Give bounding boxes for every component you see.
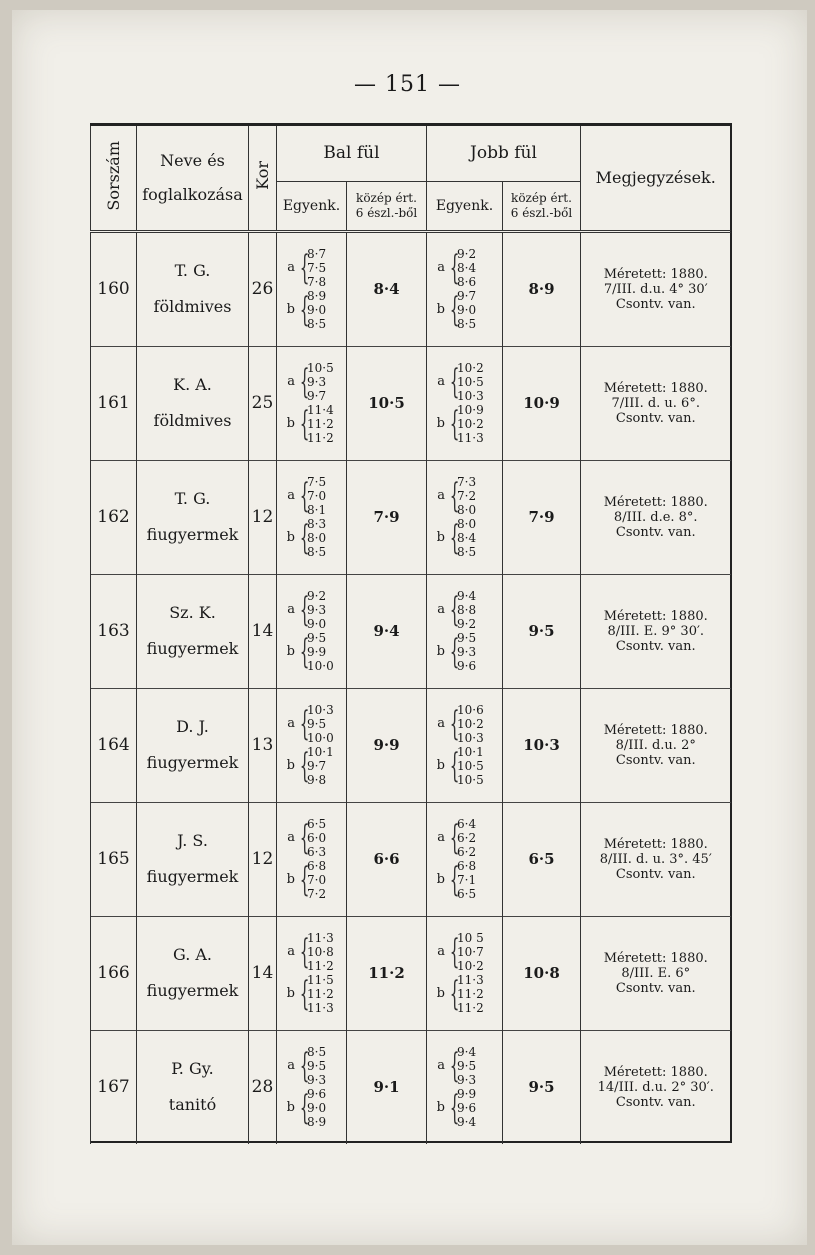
left-average: 9·1 bbox=[347, 1030, 427, 1144]
page-number: — 151 — bbox=[354, 72, 461, 97]
measurement-value: 6·3 bbox=[307, 845, 327, 859]
measurement-value: 9·5 bbox=[307, 1059, 327, 1073]
person-initials: P. Gy. bbox=[171, 1059, 214, 1078]
brace: { bbox=[299, 704, 310, 744]
person-age: 12 bbox=[249, 460, 277, 574]
measurement-value: 11·2 bbox=[457, 987, 484, 1001]
measurement-value: 11·3 bbox=[307, 1001, 334, 1015]
measurement-value: 8·0 bbox=[307, 531, 327, 545]
group-label: b bbox=[436, 1100, 445, 1115]
person-occupation: fiugyermek bbox=[146, 981, 239, 1000]
measurement-value: 7·3 bbox=[457, 475, 477, 489]
right-average: 8·9 bbox=[503, 231, 581, 346]
group-label: a bbox=[437, 260, 445, 275]
left-measurements bbox=[277, 1030, 347, 1144]
right-average: 6·5 bbox=[503, 802, 581, 916]
remark-measured: Méretett: 1880. bbox=[603, 608, 708, 624]
measurement-value: 9·8 bbox=[307, 773, 327, 787]
measurement-value: 6·5 bbox=[307, 817, 327, 831]
brace: { bbox=[449, 818, 460, 858]
measurement-value: 10·3 bbox=[457, 389, 484, 403]
row-number: 165 bbox=[91, 802, 137, 916]
measurement-value: 11·3 bbox=[457, 973, 484, 987]
person-initials: K. A. bbox=[173, 375, 212, 394]
brace: { bbox=[449, 518, 460, 558]
group-label: a bbox=[287, 944, 295, 959]
left-measurements bbox=[277, 574, 347, 688]
measurement-value: 6·2 bbox=[457, 831, 477, 845]
left-measurements bbox=[277, 460, 347, 574]
brace: { bbox=[299, 746, 310, 786]
remark-measured: Méretett: 1880. bbox=[603, 836, 708, 852]
brace: { bbox=[299, 248, 310, 288]
remarks bbox=[581, 1030, 731, 1144]
measurement-value: 11·2 bbox=[307, 959, 334, 973]
measurement-value: 8·4 bbox=[457, 531, 477, 545]
group-label: a bbox=[287, 716, 295, 731]
right-measurements bbox=[427, 460, 503, 574]
person-initials: D. J. bbox=[176, 717, 209, 736]
group-label: a bbox=[437, 716, 445, 731]
person-occupation: fiugyermek bbox=[146, 639, 239, 658]
right-average: 9·5 bbox=[503, 574, 581, 688]
measurement-value: 11·2 bbox=[307, 417, 334, 431]
person-age: 25 bbox=[249, 346, 277, 460]
person-cell bbox=[137, 688, 249, 802]
person-cell bbox=[137, 916, 249, 1030]
brace: { bbox=[449, 362, 460, 402]
remark-bone: Csontv. van. bbox=[615, 638, 696, 654]
measurement-value: 9·7 bbox=[307, 389, 327, 403]
measurement-value: 9·3 bbox=[457, 645, 477, 659]
group-label: b bbox=[436, 302, 445, 317]
header-bal-ful: Bal fül bbox=[277, 126, 427, 181]
remark-measured: Méretett: 1880. bbox=[603, 266, 708, 282]
measurement-value: 10·1 bbox=[307, 745, 334, 759]
brace: { bbox=[299, 518, 310, 558]
group-label: a bbox=[287, 602, 295, 617]
person-cell bbox=[137, 802, 249, 916]
person-cell bbox=[137, 231, 249, 346]
measurement-value: 6·4 bbox=[457, 817, 477, 831]
remark-measured: Méretett: 1880. bbox=[603, 380, 708, 396]
remarks bbox=[581, 802, 731, 916]
brace: { bbox=[449, 476, 460, 516]
measurement-value: 9·5 bbox=[457, 631, 477, 645]
brace: { bbox=[449, 248, 460, 288]
remark-measured: Méretett: 1880. bbox=[603, 950, 708, 966]
row-number: 163 bbox=[91, 574, 137, 688]
measurement-value: 9·6 bbox=[457, 659, 477, 673]
measurement-value: 7·5 bbox=[307, 261, 327, 275]
measurement-value: 9·2 bbox=[457, 247, 477, 261]
person-initials: G. A. bbox=[172, 945, 213, 964]
measurement-value: 9·0 bbox=[307, 303, 327, 317]
measurement-value: 10·3 bbox=[307, 703, 334, 717]
row-number: 166 bbox=[91, 916, 137, 1030]
left-measurements bbox=[277, 231, 347, 346]
measurement-value: 7·5 bbox=[307, 475, 327, 489]
remark-measured: Méretett: 1880. bbox=[603, 722, 708, 738]
measurement-value: 9·2 bbox=[307, 589, 327, 603]
measurement-value: 11·2 bbox=[307, 987, 334, 1001]
measurement-value: 9·7 bbox=[457, 289, 477, 303]
header-megjegyzesek: Megjegyzések. bbox=[581, 126, 731, 231]
left-average: 6·6 bbox=[347, 802, 427, 916]
person-initials: J. S. bbox=[177, 831, 208, 850]
measurement-value: 9·7 bbox=[307, 759, 327, 773]
measurement-value: 9·3 bbox=[307, 603, 327, 617]
group-label: b bbox=[286, 986, 295, 1001]
header-bal-egyenk: Egyenk. bbox=[277, 181, 347, 231]
person-occupation: földmives bbox=[153, 411, 232, 430]
measurement-value: 6·8 bbox=[457, 859, 477, 873]
measurement-value: 10·5 bbox=[307, 361, 334, 375]
person-cell bbox=[137, 346, 249, 460]
remark-bone: Csontv. van. bbox=[615, 410, 696, 426]
measurement-value: 8·1 bbox=[307, 503, 327, 517]
group-label: a bbox=[287, 1058, 295, 1073]
group-label: b bbox=[436, 758, 445, 773]
brace: { bbox=[299, 632, 310, 672]
group-label: b bbox=[436, 986, 445, 1001]
left-measurements bbox=[277, 346, 347, 460]
left-measurements bbox=[277, 688, 347, 802]
table-row bbox=[91, 1030, 731, 1144]
group-label: b bbox=[286, 302, 295, 317]
person-occupation: tanitó bbox=[168, 1095, 217, 1114]
remark-date: 8/III. E. 6° bbox=[621, 965, 691, 981]
measurement-value: 8·5 bbox=[457, 317, 477, 331]
brace: { bbox=[449, 1088, 460, 1128]
measurement-value: 7·2 bbox=[307, 887, 327, 901]
measurement-value: 9·6 bbox=[457, 1101, 477, 1115]
remark-date: 8/III. d.e. 8°. bbox=[613, 509, 698, 525]
measurement-value: 10·1 bbox=[457, 745, 484, 759]
measurement-value: 9·0 bbox=[307, 1101, 327, 1115]
person-cell bbox=[137, 460, 249, 574]
brace: { bbox=[449, 932, 460, 972]
header-bal-kozep: közép ért. 6 észl.-ből bbox=[347, 181, 427, 231]
row-number: 164 bbox=[91, 688, 137, 802]
row-number: 160 bbox=[91, 231, 137, 346]
measurement-value: 10·6 bbox=[457, 703, 484, 717]
person-age: 28 bbox=[249, 1030, 277, 1144]
measurement-value: 9·5 bbox=[307, 717, 327, 731]
remark-bone: Csontv. van. bbox=[615, 524, 696, 540]
brace: { bbox=[449, 632, 460, 672]
remark-measured: Méretett: 1880. bbox=[603, 1064, 708, 1080]
person-age: 13 bbox=[249, 688, 277, 802]
right-average: 10·8 bbox=[503, 916, 581, 1030]
table-row bbox=[91, 916, 731, 1030]
group-label: b bbox=[286, 644, 295, 659]
left-average: 9·4 bbox=[347, 574, 427, 688]
measurement-value: 10·0 bbox=[307, 659, 334, 673]
brace: { bbox=[299, 1046, 310, 1086]
measurement-value: 10·0 bbox=[307, 731, 334, 745]
brace: { bbox=[299, 590, 310, 630]
measurement-value: 10·9 bbox=[457, 403, 484, 417]
measurement-value: 8·4 bbox=[457, 261, 477, 275]
measurement-value: 10 5 bbox=[457, 931, 484, 945]
measurement-value: 10·3 bbox=[457, 731, 484, 745]
remarks bbox=[581, 460, 731, 574]
group-label: b bbox=[436, 416, 445, 431]
brace: { bbox=[299, 404, 310, 444]
remark-date: 8/III. E. 9° 30′. bbox=[607, 623, 705, 639]
brace: { bbox=[449, 290, 460, 330]
remark-bone: Csontv. van. bbox=[615, 752, 696, 768]
group-label: a bbox=[287, 488, 295, 503]
measurement-value: 8·0 bbox=[457, 503, 477, 517]
row-number: 167 bbox=[91, 1030, 137, 1144]
header-kor: Kor bbox=[249, 126, 277, 231]
measurement-value: 10·5 bbox=[457, 773, 484, 787]
person-initials: T. G. bbox=[174, 261, 211, 280]
measurement-value: 8·9 bbox=[307, 1115, 327, 1129]
right-measurements bbox=[427, 688, 503, 802]
table-row bbox=[91, 688, 731, 802]
brace: { bbox=[449, 1046, 460, 1086]
measurement-value: 7·0 bbox=[307, 873, 327, 887]
left-average: 8·4 bbox=[347, 231, 427, 346]
measurement-value: 11·3 bbox=[307, 931, 334, 945]
table-row bbox=[91, 346, 731, 460]
group-label: a bbox=[287, 374, 295, 389]
measurement-value: 9·5 bbox=[457, 1059, 477, 1073]
brace: { bbox=[449, 860, 460, 900]
remark-date: 7/III. d. u. 6°. bbox=[611, 395, 700, 411]
person-occupation: fiugyermek bbox=[146, 867, 239, 886]
header-sorszam: Sorszám bbox=[91, 126, 137, 231]
group-label: b bbox=[286, 530, 295, 545]
brace: { bbox=[299, 362, 310, 402]
measurement-value: 7·8 bbox=[307, 275, 327, 289]
group-label: b bbox=[436, 530, 445, 545]
measurement-value: 10·2 bbox=[457, 361, 484, 375]
group-label: a bbox=[287, 260, 295, 275]
measurement-value: 9·0 bbox=[457, 303, 477, 317]
measurement-value: 8·7 bbox=[307, 247, 327, 261]
group-label: a bbox=[437, 830, 445, 845]
remark-bone: Csontv. van. bbox=[615, 866, 696, 882]
measurement-value: 9·3 bbox=[457, 1073, 477, 1087]
right-measurements bbox=[427, 574, 503, 688]
person-initials: T. G. bbox=[174, 489, 211, 508]
group-label: b bbox=[436, 644, 445, 659]
measurement-value: 9·6 bbox=[307, 1087, 327, 1101]
measurement-value: 11·2 bbox=[307, 431, 334, 445]
right-measurements bbox=[427, 1030, 503, 1144]
measurement-value: 9·9 bbox=[307, 645, 327, 659]
measurement-value: 8·0 bbox=[457, 517, 477, 531]
remarks bbox=[581, 916, 731, 1030]
header-jobb-kozep: közép ért. 6 észl.-ből bbox=[503, 181, 581, 231]
brace: { bbox=[449, 746, 460, 786]
measurement-value: 6·2 bbox=[457, 845, 477, 859]
measurement-value: 7·1 bbox=[457, 873, 477, 887]
right-measurements bbox=[427, 802, 503, 916]
measurement-value: 8·5 bbox=[307, 545, 327, 559]
measurement-value: 9·3 bbox=[307, 1073, 327, 1087]
right-measurements bbox=[427, 346, 503, 460]
measurement-value: 10·2 bbox=[457, 417, 484, 431]
person-occupation: fiugyermek bbox=[146, 525, 239, 544]
right-measurements bbox=[427, 916, 503, 1030]
measurement-value: 6·0 bbox=[307, 831, 327, 845]
measurement-value: 10·7 bbox=[457, 945, 484, 959]
brace: { bbox=[299, 818, 310, 858]
measurement-value: 11·2 bbox=[457, 1001, 484, 1015]
measurement-value: 8·6 bbox=[457, 275, 477, 289]
measurement-value: 7·2 bbox=[457, 489, 477, 503]
measurement-value: 11·5 bbox=[307, 973, 334, 987]
group-label: a bbox=[437, 1058, 445, 1073]
brace: { bbox=[449, 974, 460, 1014]
brace: { bbox=[449, 404, 460, 444]
person-initials: Sz. K. bbox=[169, 603, 216, 622]
group-label: b bbox=[286, 1100, 295, 1115]
table-row bbox=[91, 231, 731, 346]
right-average: 10·3 bbox=[503, 688, 581, 802]
measurement-value: 8·5 bbox=[307, 317, 327, 331]
remark-bone: Csontv. van. bbox=[615, 296, 696, 312]
left-average: 9·9 bbox=[347, 688, 427, 802]
remark-bone: Csontv. van. bbox=[615, 1094, 696, 1110]
measurement-value: 11·3 bbox=[457, 431, 484, 445]
measurement-table bbox=[90, 123, 732, 1143]
remark-date: 14/III. d.u. 2° 30′. bbox=[597, 1079, 714, 1095]
measurement-value: 9·4 bbox=[457, 1115, 477, 1129]
brace: { bbox=[299, 290, 310, 330]
measurement-value: 9·0 bbox=[307, 617, 327, 631]
group-label: b bbox=[286, 758, 295, 773]
measurement-value: 9·3 bbox=[307, 375, 327, 389]
person-age: 26 bbox=[249, 231, 277, 346]
table-row bbox=[91, 802, 731, 916]
right-measurements bbox=[427, 231, 503, 346]
measurement-value: 10·5 bbox=[457, 375, 484, 389]
group-label: a bbox=[437, 602, 445, 617]
person-age: 14 bbox=[249, 574, 277, 688]
left-average: 11·2 bbox=[347, 916, 427, 1030]
remark-date: 7/III. d.u. 4° 30′ bbox=[603, 281, 708, 297]
group-label: a bbox=[437, 374, 445, 389]
remarks bbox=[581, 346, 731, 460]
header-jobb-egyenk: Egyenk. bbox=[427, 181, 503, 231]
remark-date: 8/III. d. u. 3°. 45′ bbox=[599, 851, 712, 867]
remarks bbox=[581, 574, 731, 688]
brace: { bbox=[449, 704, 460, 744]
remark-bone: Csontv. van. bbox=[615, 980, 696, 996]
measurement-value: 9·4 bbox=[457, 1045, 477, 1059]
measurement-value: 8·5 bbox=[307, 1045, 327, 1059]
measurement-value: 10·2 bbox=[457, 959, 484, 973]
person-age: 14 bbox=[249, 916, 277, 1030]
header-name: Neve és foglalkozása bbox=[137, 126, 249, 231]
row-number: 161 bbox=[91, 346, 137, 460]
measurement-value: 8·5 bbox=[457, 545, 477, 559]
person-cell bbox=[137, 1030, 249, 1144]
group-label: a bbox=[437, 488, 445, 503]
remark-measured: Méretett: 1880. bbox=[603, 494, 708, 510]
left-average: 10·5 bbox=[347, 346, 427, 460]
brace: { bbox=[449, 590, 460, 630]
measurement-value: 7·0 bbox=[307, 489, 327, 503]
brace: { bbox=[299, 860, 310, 900]
group-label: a bbox=[287, 830, 295, 845]
remarks bbox=[581, 688, 731, 802]
measurement-value: 8·3 bbox=[307, 517, 327, 531]
row-number: 162 bbox=[91, 460, 137, 574]
person-age: 12 bbox=[249, 802, 277, 916]
measurement-value: 8·9 bbox=[307, 289, 327, 303]
right-average: 9·5 bbox=[503, 1030, 581, 1144]
measurement-value: 6·8 bbox=[307, 859, 327, 873]
table-row bbox=[91, 574, 731, 688]
measurement-value: 11·4 bbox=[307, 403, 334, 417]
brace: { bbox=[299, 476, 310, 516]
measurement-value: 10·8 bbox=[307, 945, 334, 959]
group-label: b bbox=[436, 872, 445, 887]
measurement-value: 10·5 bbox=[457, 759, 484, 773]
brace: { bbox=[299, 1088, 310, 1128]
right-average: 10·9 bbox=[503, 346, 581, 460]
measurement-value: 6·5 bbox=[457, 887, 477, 901]
group-label: b bbox=[286, 416, 295, 431]
left-measurements bbox=[277, 916, 347, 1030]
measurement-value: 9·9 bbox=[457, 1087, 477, 1101]
remark-date: 8/III. d.u. 2° bbox=[615, 737, 696, 753]
measurement-value: 8·8 bbox=[457, 603, 477, 617]
group-label: b bbox=[286, 872, 295, 887]
person-occupation: földmives bbox=[153, 297, 232, 316]
remarks bbox=[581, 231, 731, 346]
left-measurements bbox=[277, 802, 347, 916]
group-label: a bbox=[437, 944, 445, 959]
measurement-value: 10·2 bbox=[457, 717, 484, 731]
measurement-value: 9·4 bbox=[457, 589, 477, 603]
person-cell bbox=[137, 574, 249, 688]
table-row bbox=[91, 460, 731, 574]
measurement-value: 9·5 bbox=[307, 631, 327, 645]
brace: { bbox=[299, 932, 310, 972]
brace: { bbox=[299, 974, 310, 1014]
right-average: 7·9 bbox=[503, 460, 581, 574]
person-occupation: fiugyermek bbox=[146, 753, 239, 772]
measurement-value: 9·2 bbox=[457, 617, 477, 631]
header-jobb-ful: Jobb fül bbox=[427, 126, 581, 181]
left-average: 7·9 bbox=[347, 460, 427, 574]
